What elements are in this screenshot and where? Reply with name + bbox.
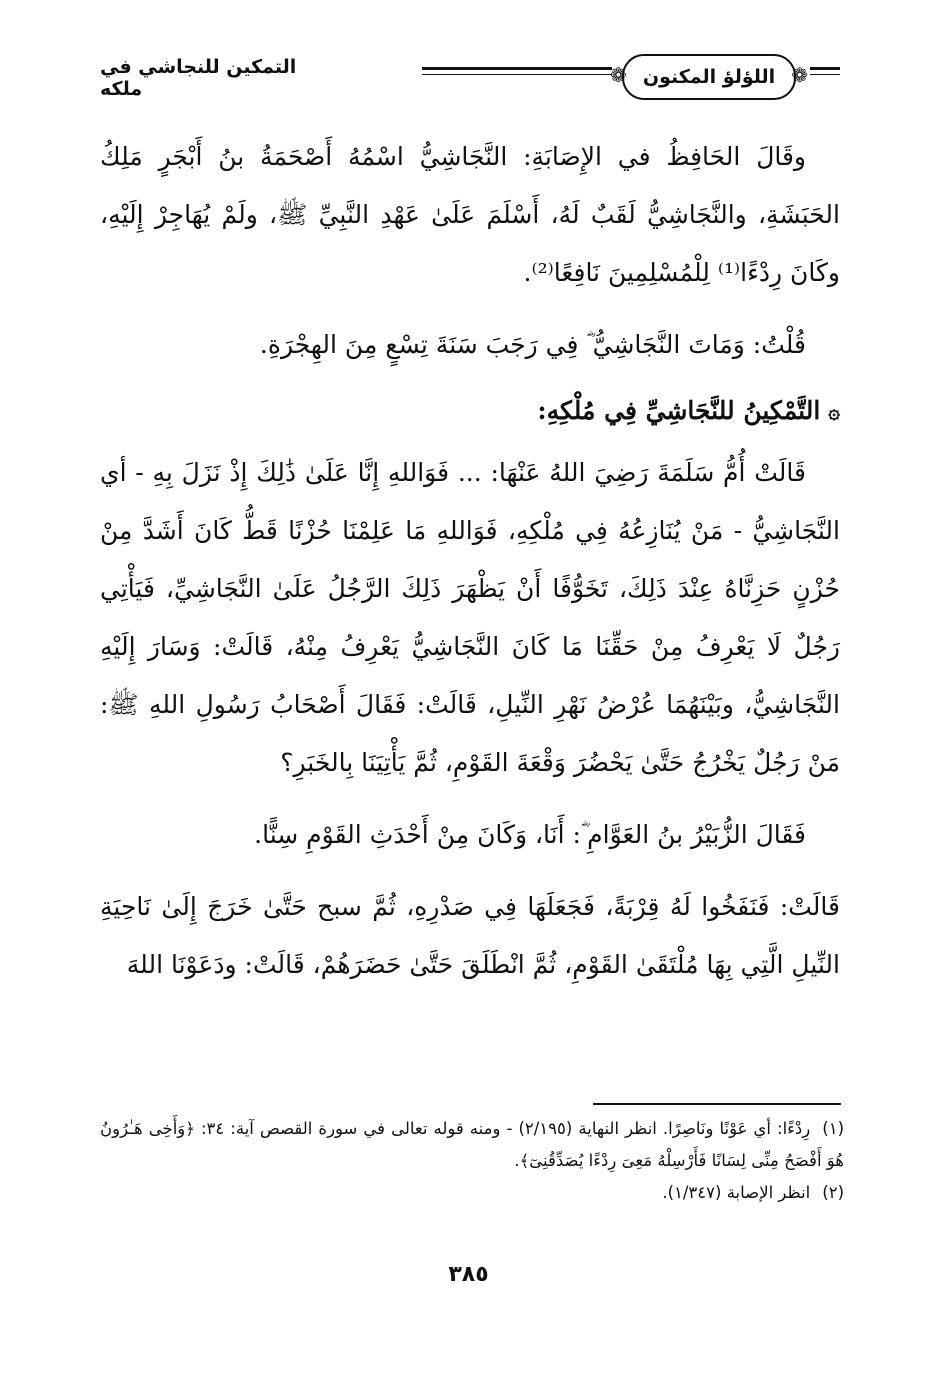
footnote [100,1113,844,1177]
heading-bullet-icon: ۞ [828,399,840,423]
header-rule-right [810,67,840,75]
ornament-icon: ❁ [791,63,808,87]
paragraph: فَقَالَ الزُّبَيْرُ بنُ العَوَّامِ ؓ: أَنَا، وَكَانَ مِنْ أَحْدَثِ القَوْمِ سِنًّا. [254,820,806,849]
paragraph: قُلْتُ: وَمَاتَ النَّجَاشِيُّ ؓ فِي رَجَبَ سَنَةَ تِسْعٍ مِنَ الهِجْرَةِ. [259,330,806,359]
footnotes [100,1113,844,1209]
footnote-text: انظر الإصابة (١/٣٤٧). [662,1183,811,1202]
page-number: ٣٨٥ [448,1262,489,1287]
paragraph: قَالَتْ أُمُّ سَلَمَةَ رَضِيَ اللهُ عَنْهَا: ... فَوَاللهِ إِنَّا عَلَىٰ ذَٰلِكَ إِذْ نَزَلَ بِهِ - أي النَّجَاشِيُّ - مَنْ يُنَازِعُهُ فِي مُلْكِهِ، فَوَاللهِ مَا عَلِمْنَا حُزْنًا قَطُّ كَانَ أَشَدَّ مِنْ حُزْنٍ حَزِنَّاهُ عِنْدَ ذَلِكَ، تَخَوُّفًا أَنْ يَظْهَرَ ذَلِكَ الرَّجُلُ عَلَىٰ النَّجَاشِيِّ، فَيَأْتِي رَجُلٌ لَا يَعْرِفُ مِنْ حَقِّنَا مَا كَانَ النَّجَاشِيُّ يَعْرِفُ مِنْهُ، قَالَتْ: وَسَارَ إِلَيْهِ النَّجَاشِيُّ، وبَيْنَهُمَا عُرْضُ نَهْرِ النِّيلِ، قَالَتْ: فَقَالَ أَصْحَابُ رَسُولِ اللهِ ﷺ: مَنْ رَجُلٌ يَخْرُجُ حَتَّىٰ يَحْضُرَ وَقْعَةَ القَوْمِ، ثُمَّ يَأْتِيَنَا بِالخَبَرِ؟ [100,458,840,777]
section-heading [100,382,840,440]
running-head: التمكين للنجاشي في ملكه [100,56,297,100]
book-title: اللؤلؤ المكنون [642,66,776,88]
paragraph: قَالَتْ: فَنَفَخُوا لَهُ قِرْبَةً، فَجَعَلَهَا فِي صَدْرِهِ، ثُمَّ سبح حَتَّىٰ خَرَجَ إِلَىٰ نَاحِيَةِ النِّيلِ الَّتِي بِهَا مُلْتَقَىٰ القَوْمِ، ثُمَّ انْطَلَقَ حَتَّىٰ حَضَرَهُمْ، قَالَتْ: ودَعَوْنَا اللهَ [100,892,840,979]
footnote-number: (١) [822,1119,844,1138]
footnote-text: رِدْءًا: أي عَوْنًا ونَاصِرًا. انظر النهاية (٢/١٩٥) - ومنه قوله تعالى في سورة القصص آية: ٣٤: ﴿وَأَخِى هَـٰرُونُ هُوَ أَفْصَحُ مِنِّى لِسَانًا فَأَرْسِلْهُ مَعِىَ رِدْءًا يُصَدِّقُنِىٓ﴾. [100,1119,844,1170]
book-title-cartouche [610,54,808,100]
main-text [100,128,840,994]
footnote-separator [593,1103,841,1105]
header-rule-middle [422,67,612,75]
section-heading-text: التَّمْكِينُ للنَّجَاشِيِّ فِي مُلْكِهِ: [537,396,821,425]
ornament-icon: ❁ [610,63,627,87]
footnote [100,1177,844,1209]
paragraph: وقَالَ الحَافِظُ في الإِصَابَةِ: النَّجَاشِيُّ اسْمُهُ أَصْحَمَةُ بنُ أَبْجَرٍ مَلِكُ الحَبَشَةِ، والنَّجَاشِيُّ لَقَبٌ لَهُ، أَسْلَمَ عَلَىٰ عَهْدِ النَّبِيِّ ﷺ، ولَمْ يُهَاجِرْ إِلَيْهِ، وكَانَ رِدْءًا⁽¹⁾ لِلْمُسْلِمِينَ نَافِعًا⁽²⁾. [100,142,840,287]
footnote-number: (٢) [822,1183,844,1202]
page-header [100,40,840,110]
